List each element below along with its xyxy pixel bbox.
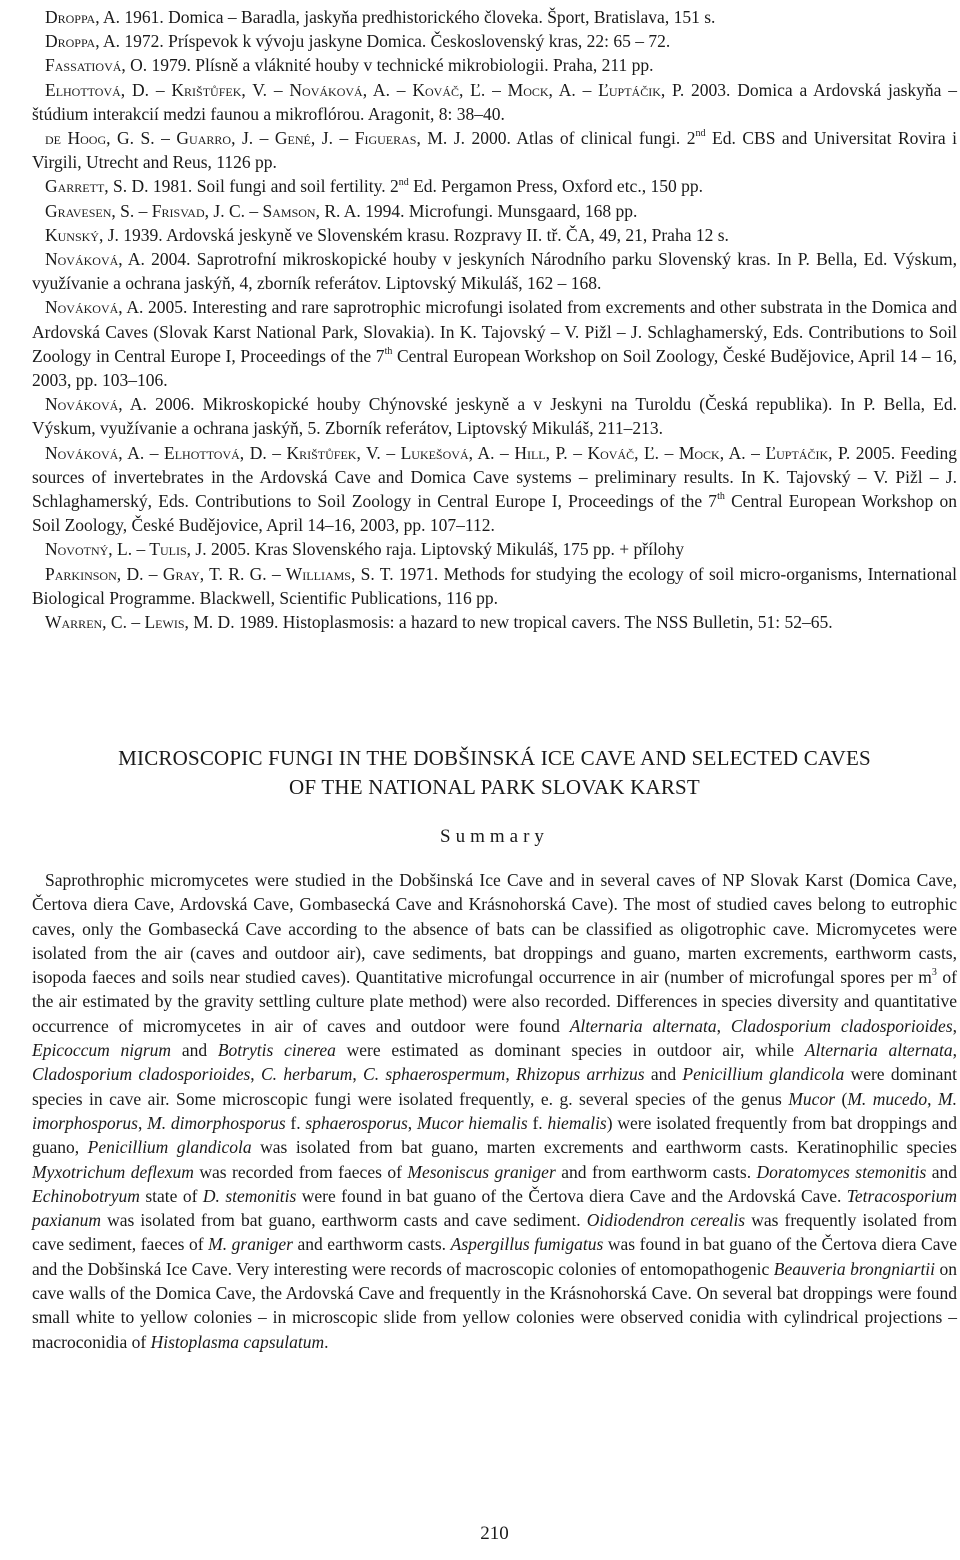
reference-item [32,199,957,223]
reference-author: Nováková, A. 2004. [45,249,191,270]
reference-text: Microfungi. Munsgaard, 168 pp. [404,200,638,221]
species-name: C. herbarum [260,1064,353,1085]
reference-text: Soil fungi and soil fertility. 2 [192,176,399,197]
species-name: D. stemonitis [202,1185,297,1206]
species-name: Penicillium glandicola [682,1064,845,1085]
summary-heading: Summary [440,826,549,847]
reference-author: Warren, C. – Lewis, M. D. 1989. [45,612,279,633]
reference-text: Domica – Baradla, jaskyňa predhistorického človeka. Šport, Bratislava, 151 s. [163,7,716,27]
summary-text: , [927,1088,939,1109]
reference-superscript: nd [398,176,409,188]
summary-text: , [138,1112,148,1133]
summary-title [32,744,957,802]
reference-author: Gravesen, S. – Frisvad, J. C. – Samson, R. A. 1994. [45,200,405,221]
reference-item [32,247,957,295]
summary-superscript: 3 [931,967,937,979]
reference-author: de Hoog, G. S. – Guarro, J. – Gené, J. – Figueras, M. J. 2000. [45,128,511,149]
reference-author: Novotný, L. – Tulis, J. 2005. [45,539,251,560]
summary-text: on cave walls of the Domica Cave, the Ardovská Cave and frequently in the Krásnohorská Cave. On several bat droppings were found small white to yellow colonies – in microscopic slide from yellow colonies were observed conidia with cylindrical projections – macroconidia of [32,1258,957,1352]
species-name: Echinobotryum [32,1185,140,1206]
species-name: Penicillium glandicola [87,1137,252,1158]
summary-text: and earthworm casts. [292,1234,451,1255]
reference-text: Interesting and rare saprotrophic microfungi isolated from excrements and other substrata in the Domica and Ardovská Caves (Slovak Karst National Park, Slovakia). In K. Tajovský – V. Pižl – J. Schlaghamerský, Eds. Contributions to Soil Zoology in Central Europe I, Proceedings of the 7 [32,297,957,366]
reference-text: Príspevok k vývoju jaskyne Domica. Československý kras, 22: 65 – 72. [163,31,671,52]
reference-superscript: th [717,491,725,503]
reference-text: Kras Slovenského raja. Liptovský Mikuláš, 175 pp. + přílohy [250,539,685,560]
reference-item [32,174,957,198]
reference-text: Histoplasmosis: a hazard to new tropical cavers. The NSS Bulletin, 51: 52–65. [278,612,833,633]
reference-item [32,537,957,561]
summary-text: were estimated as dominant species in outdoor air, while [335,1040,805,1061]
summary-text: was found in bat guano of the Čertova diera Cave and the Dobšinská Ice Cave. Very interesting were records of macroscopic colonies of entomopathogenic [32,1234,957,1279]
reference-item [32,29,957,53]
reference-item [32,126,957,174]
species-name: Mucor hiemalis [416,1112,528,1133]
species-name: Cladosporium cladosporioides [730,1015,953,1036]
reference-text: Ed. CBS and Universitat Rovira i Virgili, Utrecht and Reus, 1126 pp. [32,128,957,173]
reference-author: Droppa, A. 1961. [45,7,164,27]
reference-text: Central European Workshop on Soil Zoology, České Budějovice, April 14–16, 2003, pp. 107–112. [32,491,957,536]
reference-text: Domica a Ardovská jaskyňa – štúdium interakcií medzi faunou a mikroflórou. Aragonit, 8: 38–40. [32,79,957,124]
species-name: M. graniger [208,1234,293,1255]
species-name: Doratomyces stemonitis [756,1161,927,1182]
species-name: Rhizopus arrhizus [516,1064,645,1085]
reference-text: Central European Workshop on Soil Zoology, České Budějovice, April 14 – 16, 2003, pp. 103–106. [32,345,958,391]
summary-text: were found in bat guano of the Čertova diera Cave and the Ardovská Cave. [296,1185,847,1206]
reference-author: Garrett, S. D. 1981. [45,176,193,197]
species-name: Oidiodendron cerealis [586,1210,746,1231]
reference-item [32,610,957,634]
reference-author: Droppa, A. 1972. [45,31,164,52]
reference-author: Elhottová, D. – Krištůfek, V. – Nováková, A. – Kováč, Ľ. – Mock, A. – Ľuptáčik, P. 2003. [45,79,731,100]
species-name: Tetracosporium paxianum [32,1185,957,1231]
reference-item [32,53,957,77]
reference-text: Ed. Pergamon Press, Oxford etc., 150 pp. [408,176,703,197]
species-name: Epicoccum nigrum [32,1040,172,1061]
summary-text: of the air estimated by the gravity settling culture plate method) were also recorded. Differences in species diversity and quantitative occurrence of micromycetes in air of caves and outdoor were found [32,967,957,1036]
summary-text: was recorded from faeces of [193,1161,408,1182]
reference-text: Mikroskopické houby Chýnovské jeskyně a v Jeskyni na Turoldu (Česká republika). In P. Bella, Ed. Výskum, využívanie a ochrana jaskýň, 5. Zborník referátov, Liptovský Mikuláš, 211–213. [32,394,957,439]
summary-text: and [171,1040,218,1061]
reference-item [32,223,957,247]
reference-author: Nováková, A. 2005. [45,297,188,318]
species-name: Alternaria alternata [804,1040,953,1061]
reference-author: Nováková, A. 2006. [45,394,195,415]
reference-item [32,78,957,126]
summary-text: . [324,1331,329,1352]
summary-text: was isolated from bat guano, marten excrements and earthworm casts. Keratinophilic species [251,1137,957,1158]
summary-text: ( [835,1088,848,1109]
reference-list [32,5,957,634]
reference-author: Kunský, J. 1939. [45,224,163,245]
reference-text: Methods for studying the ecology of soil micro-organisms, International Biological Programme. Blackwell, Scientific Publications, 116 pp. [32,563,957,608]
species-name: M. imorphosporus [32,1088,957,1133]
summary-title-line: MICROSCOPIC FUNGI IN THE DOBŠINSKÁ ICE CAVE AND SELECTED CAVES [118,746,871,770]
summary-text: , [250,1064,261,1085]
summary-text: and [926,1161,958,1182]
summary-text: , [716,1015,731,1036]
summary-paragraph [32,868,957,1354]
species-name: Alternaria alternata [569,1015,717,1036]
reference-author: Parkinson, D. – Gray, T. R. G. – Williams, S. T. 1971. [45,563,439,584]
reference-text: Atlas of clinical fungi. 2 [510,128,696,149]
reference-item [32,5,957,29]
reference-item [32,562,957,610]
species-name: hiemalis [547,1112,607,1133]
summary-text: , [952,1040,957,1061]
reference-item [32,441,957,538]
page-number: 210 [480,1523,509,1544]
summary-text: f. [527,1112,548,1133]
reference-superscript: th [384,346,393,358]
species-name: Aspergillus fumigatus [450,1234,604,1255]
species-name: sphaerosporus [305,1112,408,1133]
reference-author: Nováková, A. – Elhottová, D. – Krištůfek, V. – Lukešová, A. – Hill, P. – Kováč, Ľ. – Mock, A. – Ľuptáčik, P. 2005. [45,442,896,463]
summary-text: and [644,1064,683,1085]
summary-title-line: OF THE NATIONAL PARK SLOVAK KARST [289,775,700,799]
summary-text: , [505,1064,516,1085]
reference-text: Plísně a vláknité houby v technické mikrobiologii. Praha, 211 pp. [190,55,654,76]
summary-text: ) were isolated frequently from bat droppings and guano, [32,1112,957,1158]
species-name: Myxotrichum deflexum [32,1161,194,1182]
species-name: M. mucedo [847,1088,928,1109]
reference-superscript: nd [695,128,706,140]
summary-text: f. [285,1112,306,1133]
species-name: Beauveria brongniartii [773,1258,936,1279]
summary-text: were dominant species in cave air. Some microscopic fungi were isolated frequently, e. g. several species of the genus [32,1064,957,1109]
species-name: Histoplasma capsulatum [150,1331,325,1352]
summary-text: was frequently isolated from cave sediment, faeces of [32,1210,958,1255]
summary-text: , [352,1064,364,1085]
reference-text: Ardovská jeskyně ve Slovenském krasu. Rozpravy II. tř. ČA, 49, 21, Praha 12 s. [162,224,729,245]
summary-text: Saprothrophic micromycetes were studied in the Dobšinská Ice Cave and in several caves of NP Slovak Karst (Domica Cave, Čertova diera Cave, Ardovská Cave, Gombasecká Cave and Krásnohorská Cave). The most of studied caves belong to eutrophic caves, only the Gombasecká Cave according to the absence of bats can be classified as oligotrophic cave. Micromycetes were isolated from the air (caves and outdoor air), cave sediments, bat droppings and guano, marten excrements, earthworm casts, isopoda faeces and soils near studied caves). Quantitative microfungal occurrence in air (number of microfungal spores per m [32,870,957,988]
species-name: C. sphaerospermum [363,1064,506,1085]
reference-item [32,392,957,440]
summary-text: , [952,1015,958,1036]
reference-text: Saprotrofní mikroskopické houby v jeskyních Národního parku Slovenský kras. In P. Bella, Ed. Výskum, využívanie a ochrana jaskýň, 4, zborník referátov. Liptovský Mikuláš, 162 – 168. [32,249,957,294]
summary-text: , [407,1112,417,1133]
reference-item [32,295,957,392]
reference-author: Fassatiová, O. 1979. [45,55,191,76]
species-name: Botrytis cinerea [217,1040,336,1061]
species-name: M. dimorphosporus [147,1112,286,1133]
summary-text: and from earthworm casts. [555,1161,757,1182]
species-name: Cladosporium cladosporioides [32,1064,251,1085]
summary-text: was isolated from bat guano, earthworm casts and cave sediment. [101,1210,587,1231]
species-name: Mesoniscus graniger [407,1161,556,1182]
reference-text: Feeding sources of invertebrates in the Ardovská Cave and Domica Cave systems – preliminary results. In K. Tajovský – V. Pižl – J. Schlaghamerský, Eds. Contributions to Soil Zoology in Central Europe I, Proceedings of the 7 [32,442,957,512]
species-name: Mucor [788,1088,835,1109]
summary-text: state of [139,1185,203,1206]
